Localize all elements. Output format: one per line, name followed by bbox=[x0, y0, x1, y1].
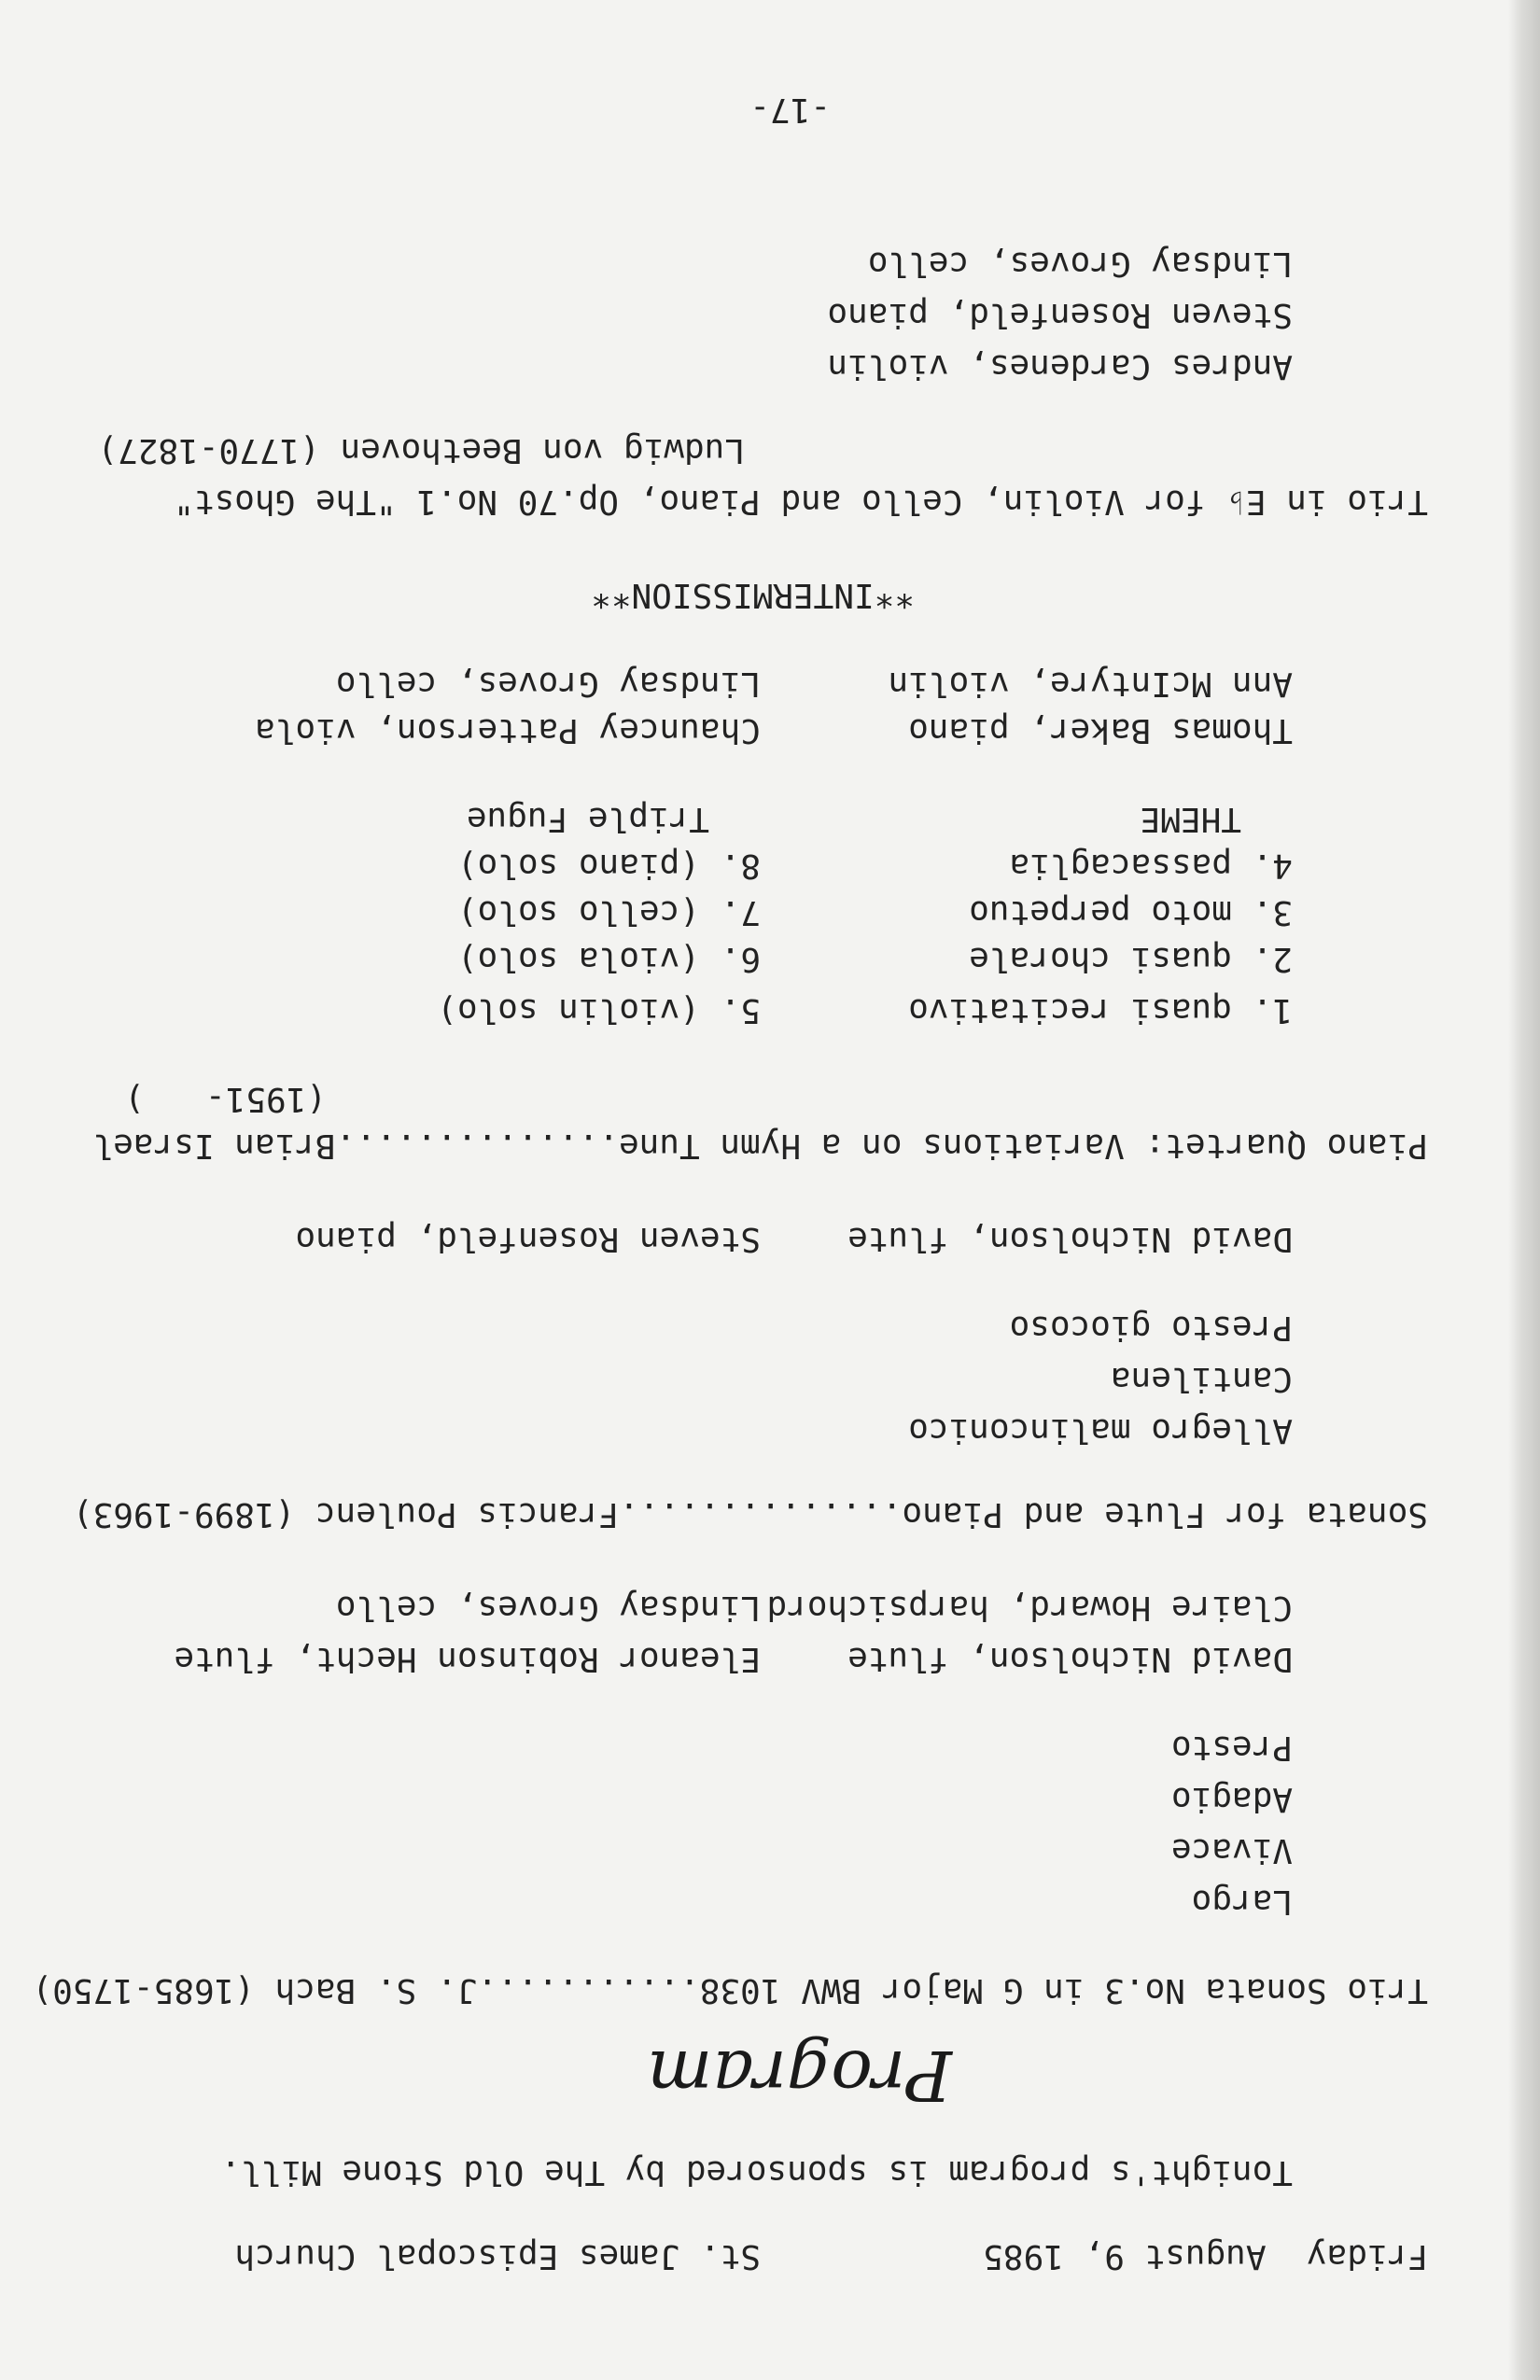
piece-title: Piano Quartet: Variations on a Hymn Tune..............Brian Israel bbox=[92, 1127, 1428, 1165]
performer: Andres Cardenes, violin bbox=[827, 347, 1293, 385]
movement: Vivace bbox=[1170, 1831, 1293, 1869]
variation: 8. (piano solo) bbox=[456, 847, 761, 885]
performer: Thomas Baker, piano bbox=[908, 711, 1293, 749]
movement: Cantilena bbox=[1110, 1360, 1293, 1398]
piece-title: Sonata for Flute and Piano..............Francis Poulenc (1899-1963) bbox=[72, 1495, 1428, 1533]
performer: Lindsay Groves, cello bbox=[335, 1589, 761, 1627]
variation: Triple Fugue bbox=[466, 800, 709, 838]
variation: 3. moto perpetuo bbox=[969, 893, 1293, 931]
page-number: -17- bbox=[749, 91, 831, 129]
piece-title: Trio Sonata No.3 in G Major BWV 1038...........J. S. Bach (1685-1750) bbox=[32, 1971, 1428, 2009]
performer: Eleanor Robinson Hecht, flute bbox=[174, 1640, 761, 1678]
movement: Adagio bbox=[1170, 1780, 1293, 1818]
performer: Steven Rosenfeld, piano bbox=[295, 1220, 761, 1258]
performer: Claire Howard, harpsichord bbox=[766, 1589, 1293, 1627]
performer: David Nicholson, flute bbox=[847, 1220, 1293, 1258]
sponsor-line: Tonight's program is sponsored by The Old Stone Mill. bbox=[220, 2153, 1293, 2191]
program-heading: Program bbox=[647, 2035, 952, 2115]
piece-title: Trio in E♭ for Violin, Cello and Piano, Op.70 No.1 "The Ghost" bbox=[174, 483, 1428, 521]
concert-date: Friday August 9, 1985 bbox=[983, 2237, 1428, 2275]
composer-dates: (1951- ) bbox=[124, 1080, 327, 1118]
variation: 2. quasi chorale bbox=[969, 940, 1293, 978]
variation: 4. passacaglia bbox=[1009, 847, 1293, 885]
performer: Lindsay Groves, cello bbox=[867, 245, 1293, 283]
movement: Presto bbox=[1170, 1729, 1293, 1767]
performer: Steven Rosenfeld, piano bbox=[827, 296, 1293, 334]
performer: David Nicholson, flute bbox=[847, 1640, 1293, 1678]
movement: Largo bbox=[1191, 1883, 1293, 1921]
movement: Allegro malinconico bbox=[908, 1411, 1293, 1449]
variation: 6. (viola solo) bbox=[456, 940, 761, 978]
variation: 1. quasi recitativo bbox=[908, 991, 1293, 1029]
movement: Presto giocoso bbox=[1009, 1309, 1293, 1347]
variation: 5. (violin solo) bbox=[437, 991, 761, 1029]
scan-shadow-edge bbox=[1508, 0, 1540, 2380]
performer: Chauncey Patterson, viola bbox=[255, 711, 761, 749]
intermission: **INTERMISSION** bbox=[591, 576, 915, 614]
variation: THEME bbox=[1140, 800, 1241, 838]
concert-venue: St. James Episcopal Church bbox=[234, 2237, 761, 2275]
composer-line: Ludwig von Beethoven (1770-1827) bbox=[97, 431, 745, 469]
variation: 7. (cello solo) bbox=[456, 893, 761, 931]
performer: Ann McIntyre, violin bbox=[888, 665, 1293, 703]
performer: Lindsay Groves, cello bbox=[335, 665, 761, 703]
